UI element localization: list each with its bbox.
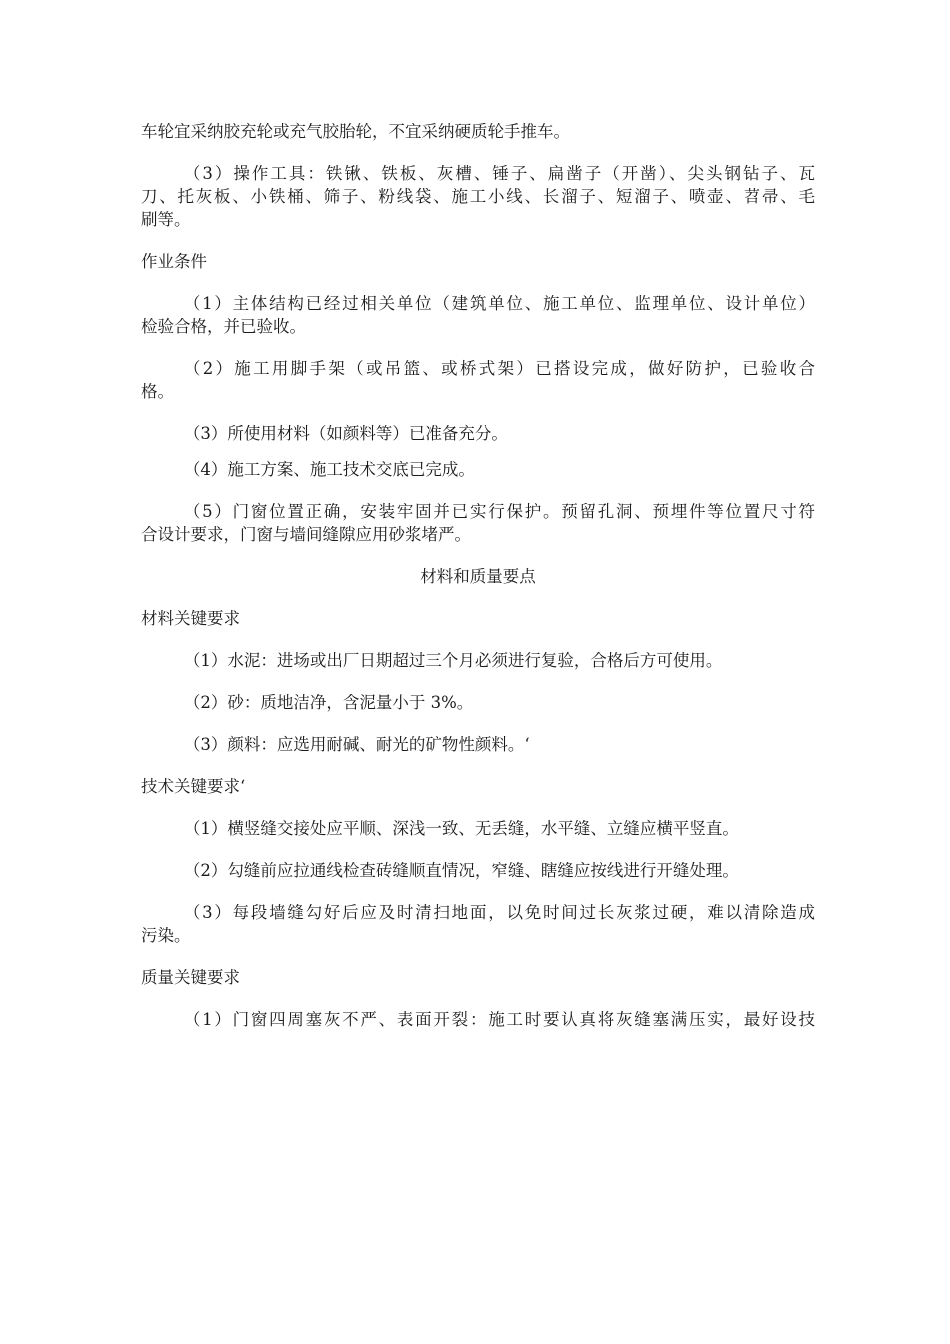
paragraph-operating-tools <box>141 162 815 231</box>
text-line: （1）门窗四周塞灰不严、表面开裂：施工时要认真将灰缝塞满压实，最好设技 <box>183 1010 815 1029</box>
paragraph-cleaning <box>141 901 815 947</box>
text-line: 刷等。 <box>141 210 191 229</box>
text-line: （5）门窗位置正确，安装牢固并已实行保护。预留孔洞、预埋件等位置尺寸符 <box>183 502 815 521</box>
paragraph-sand <box>141 691 815 714</box>
text-line: 刀、托灰板、小铁桶、筛子、粉线袋、施工小线、长溜子、短溜子、喷壶、苕帚、毛 <box>141 187 815 206</box>
text-line: （3）颜料：应选用耐碱、耐光的矿物性颜料。‘ <box>183 735 530 754</box>
text-line: （3）每段墙缝勾好后应及时清扫地面，以免时间过长灰浆过硬，难以清除造成 <box>183 903 815 922</box>
section-title-materials-quality: 材料和质量要点 <box>420 567 536 586</box>
paragraph-cement <box>141 649 815 672</box>
document-page <box>141 120 815 1050</box>
text-line: 污染。 <box>141 926 191 945</box>
text-line: （2）砂：质地洁净，含泥量小于 3%。 <box>183 693 474 712</box>
section-heading-technical-requirements: 技术关键要求‘ <box>141 777 246 796</box>
text-line: （1）横竖缝交接处应平顺、深浅一致、无丢缝，水平缝、立缝应横平竖直。 <box>183 819 739 838</box>
text-line: （2）勾缝前应拉通线检查砖缝顺直情况，窄缝、瞎缝应按线进行开缝处理。 <box>183 861 739 880</box>
section-heading-material-requirements: 材料关键要求 <box>141 609 240 628</box>
text-line: （1）水泥：进场或出厂日期超过三个月必须进行复验，合格后方可使用。 <box>183 651 723 670</box>
paragraph-condition-3 <box>141 422 815 445</box>
paragraph-pigment <box>141 733 815 756</box>
paragraph-line-check <box>141 859 815 882</box>
text-line: （1）主体结构已经过相关单位（建筑单位、施工单位、监理单位、设计单位） <box>183 294 815 313</box>
paragraph-wheel-requirement <box>141 120 815 143</box>
paragraph-joint-intersection <box>141 817 815 840</box>
text-line: 合设计要求，门窗与墙间缝隙应用砂浆堵严。 <box>141 525 471 544</box>
paragraph-condition-4 <box>141 458 815 481</box>
paragraph-window-gaps <box>141 1008 815 1031</box>
paragraph-condition-2 <box>141 357 815 403</box>
text-line: （2）施工用脚手架（或吊篮、或桥式架）已搭设完成，做好防护，已验收合 <box>183 359 815 378</box>
text-line: （4）施工方案、施工技术交底已完成。 <box>183 460 475 479</box>
section-heading-work-conditions: 作业条件 <box>141 252 207 271</box>
text-line: 检验合格，并已验收。 <box>141 317 306 336</box>
paragraph-condition-1 <box>141 292 815 338</box>
text-line: 格。 <box>141 382 174 401</box>
text-line: 车轮宜采纳胶充轮或充气胶胎轮，不宜采纳硬质轮手推车。 <box>141 122 570 141</box>
paragraph-condition-5 <box>141 500 815 546</box>
text-line: （3）所使用材料（如颜料等）已准备充分。 <box>183 424 508 443</box>
text-line: （3）操作工具：铁锹、铁板、灰槽、锤子、扁凿子（开凿）、尖头钢钻子、瓦 <box>183 164 815 183</box>
section-heading-quality-requirements: 质量关键要求 <box>141 968 240 987</box>
